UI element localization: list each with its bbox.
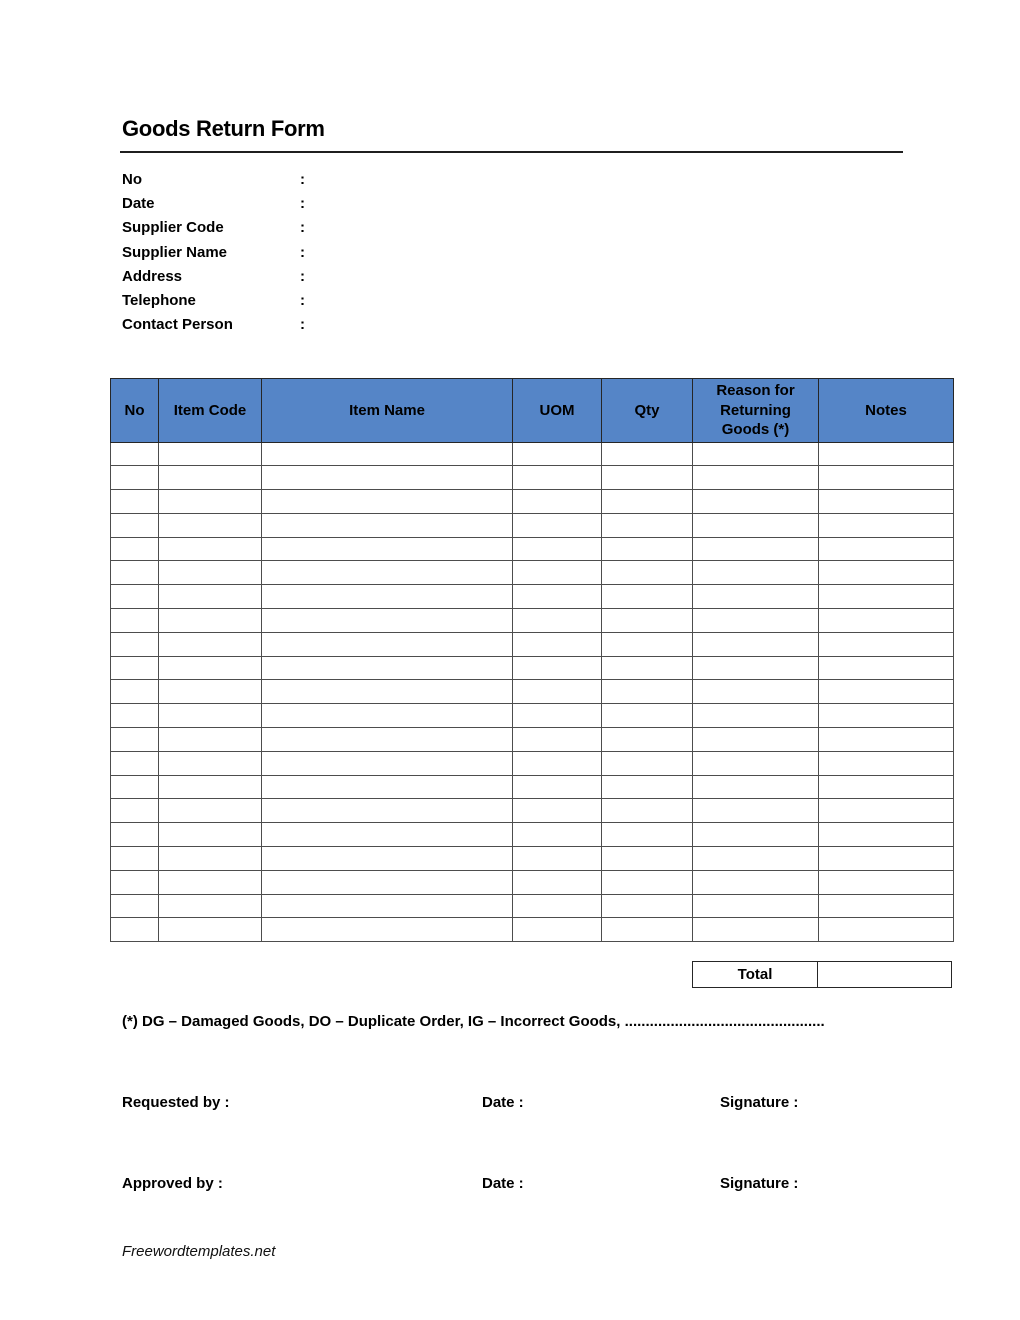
table-cell [693, 775, 819, 799]
field-row-date [122, 191, 310, 215]
table-cell [513, 537, 602, 561]
table-cell [159, 442, 262, 466]
table-cell [602, 561, 693, 585]
table-cell [819, 751, 954, 775]
table-cell [111, 632, 159, 656]
table-cell [693, 537, 819, 561]
table-cell [159, 585, 262, 609]
table-cell [693, 632, 819, 656]
table-cell [262, 490, 513, 514]
table-cell [159, 537, 262, 561]
total-label: Total [692, 961, 818, 988]
table-row [111, 656, 954, 680]
table-cell [111, 775, 159, 799]
table-cell [602, 656, 693, 680]
table-cell [262, 442, 513, 466]
table-cell [693, 490, 819, 514]
table-cell [159, 632, 262, 656]
table-cell [513, 823, 602, 847]
table-cell [159, 656, 262, 680]
table-cell [111, 847, 159, 871]
field-row-supplier-name [122, 240, 310, 264]
table-cell [513, 513, 602, 537]
table-cell [819, 894, 954, 918]
table-row [111, 918, 954, 942]
table-cell [693, 823, 819, 847]
table-cell [159, 680, 262, 704]
table-cell [159, 847, 262, 871]
table-row [111, 632, 954, 656]
table-row [111, 847, 954, 871]
table-cell [111, 513, 159, 537]
table-cell [602, 894, 693, 918]
table-cell [602, 775, 693, 799]
table-cell [513, 704, 602, 728]
table-cell [262, 775, 513, 799]
field-separator: : [300, 267, 305, 285]
field-row-contact-person [122, 313, 310, 337]
table-cell [602, 632, 693, 656]
table-cell [111, 870, 159, 894]
table-header-row [111, 379, 954, 443]
table-row [111, 561, 954, 585]
table-cell [262, 918, 513, 942]
approved-by-row [0, 1175, 1020, 1195]
table-cell [819, 537, 954, 561]
field-row-no [122, 167, 310, 191]
table-cell [159, 799, 262, 823]
table-cell [513, 680, 602, 704]
website-watermark: Freewordtemplates.net [122, 1243, 276, 1260]
header-fields [122, 167, 310, 337]
table-cell [262, 728, 513, 752]
date-label: Date : [482, 1094, 524, 1111]
field-row-address [122, 264, 310, 288]
table-cell [513, 918, 602, 942]
field-label: Supplier Code [122, 219, 224, 237]
table-cell [513, 656, 602, 680]
table-cell [111, 585, 159, 609]
table-cell [819, 466, 954, 490]
table-cell [262, 847, 513, 871]
table-cell [819, 442, 954, 466]
table-cell [513, 585, 602, 609]
table-cell [513, 466, 602, 490]
title-underline [120, 151, 903, 153]
table-cell [513, 894, 602, 918]
table-row [111, 775, 954, 799]
table-cell [513, 632, 602, 656]
table-cell [602, 704, 693, 728]
table-cell [513, 799, 602, 823]
table-cell [111, 442, 159, 466]
table-cell [159, 466, 262, 490]
table-cell [262, 585, 513, 609]
table-cell [111, 656, 159, 680]
table-cell [111, 728, 159, 752]
table-cell [513, 870, 602, 894]
field-label: No [122, 170, 142, 188]
table-cell [159, 775, 262, 799]
table-cell [602, 609, 693, 633]
column-header: Qty [602, 379, 693, 443]
table-cell [602, 918, 693, 942]
table-cell [602, 728, 693, 752]
approved-by-label: Approved by : [122, 1175, 223, 1192]
table-cell [693, 585, 819, 609]
table-row [111, 823, 954, 847]
table-cell [159, 870, 262, 894]
table-cell [159, 751, 262, 775]
table-cell [111, 894, 159, 918]
field-label: Telephone [122, 292, 196, 310]
table-row [111, 442, 954, 466]
field-separator: : [300, 194, 305, 212]
field-row-supplier-code [122, 216, 310, 240]
total-row [692, 961, 952, 988]
table-cell [602, 751, 693, 775]
table-cell [111, 466, 159, 490]
field-separator: : [300, 292, 305, 310]
table-cell [111, 537, 159, 561]
table-cell [159, 823, 262, 847]
table-cell [262, 799, 513, 823]
table-row [111, 894, 954, 918]
table-cell [159, 490, 262, 514]
table-cell [262, 561, 513, 585]
table-cell [602, 799, 693, 823]
column-header: Item Code [159, 379, 262, 443]
table-cell [602, 870, 693, 894]
table-row [111, 490, 954, 514]
table-cell [693, 561, 819, 585]
table-cell [693, 442, 819, 466]
table-cell [262, 751, 513, 775]
table-row [111, 537, 954, 561]
field-label: Address [122, 267, 183, 285]
table-cell [159, 513, 262, 537]
table-cell [602, 466, 693, 490]
table-cell [693, 894, 819, 918]
table-cell [262, 680, 513, 704]
total-value-cell [817, 961, 952, 988]
table-cell [819, 704, 954, 728]
table-row [111, 466, 954, 490]
table-cell [262, 823, 513, 847]
table-cell [262, 894, 513, 918]
table-row [111, 585, 954, 609]
table-cell [513, 609, 602, 633]
table-cell [819, 609, 954, 633]
field-separator: : [300, 316, 305, 334]
table-cell [602, 490, 693, 514]
table-cell [693, 728, 819, 752]
table-cell [159, 918, 262, 942]
column-header: Notes [819, 379, 954, 443]
table-cell [159, 609, 262, 633]
table-cell [602, 680, 693, 704]
table-row [111, 609, 954, 633]
table-cell [693, 656, 819, 680]
table-cell [602, 823, 693, 847]
table-cell [602, 847, 693, 871]
table-cell [819, 680, 954, 704]
table-cell [262, 466, 513, 490]
table-cell [111, 704, 159, 728]
table-cell [602, 442, 693, 466]
table-row [111, 704, 954, 728]
table-cell [693, 609, 819, 633]
table-cell [111, 918, 159, 942]
table-cell [602, 585, 693, 609]
table-cell [602, 537, 693, 561]
table-cell [262, 870, 513, 894]
footnote: (*) DG – Damaged Goods, DO – Duplicate Order, IG – Incorrect Goods, ................................................ [122, 1013, 825, 1030]
signature-label: Signature : [720, 1175, 799, 1192]
table-cell [693, 466, 819, 490]
page-title: Goods Return Form [122, 116, 325, 141]
table-cell [513, 751, 602, 775]
table-cell [819, 823, 954, 847]
table-cell [513, 561, 602, 585]
table-cell [819, 513, 954, 537]
table-row [111, 680, 954, 704]
table-cell [159, 561, 262, 585]
table-cell [513, 847, 602, 871]
column-header: Reason for Returning Goods (*) [693, 379, 819, 443]
table-cell [111, 751, 159, 775]
field-separator: : [300, 243, 305, 261]
table-cell [819, 847, 954, 871]
table-row [111, 799, 954, 823]
table-cell [513, 775, 602, 799]
table-cell [819, 799, 954, 823]
field-label: Supplier Name [122, 243, 228, 261]
table-cell [262, 537, 513, 561]
table-cell [819, 870, 954, 894]
table-cell [819, 656, 954, 680]
table-cell [111, 680, 159, 704]
requested-by-label: Requested by : [122, 1094, 230, 1111]
field-separator: : [300, 170, 305, 188]
table-cell [819, 728, 954, 752]
signature-label: Signature : [720, 1094, 799, 1111]
items-table [110, 378, 954, 942]
table-cell [819, 632, 954, 656]
table-cell [111, 823, 159, 847]
table-cell [693, 870, 819, 894]
table-cell [693, 847, 819, 871]
table-row [111, 513, 954, 537]
table-cell [819, 561, 954, 585]
field-label: Contact Person [122, 316, 233, 334]
table-cell [513, 728, 602, 752]
table-row [111, 870, 954, 894]
table-row [111, 728, 954, 752]
table-cell [159, 894, 262, 918]
field-row-telephone [122, 288, 310, 312]
field-label: Date [122, 194, 155, 212]
table-cell [262, 704, 513, 728]
table-cell [111, 609, 159, 633]
table-cell [602, 513, 693, 537]
table-cell [513, 490, 602, 514]
table-cell [693, 680, 819, 704]
table-cell [693, 799, 819, 823]
table-cell [819, 585, 954, 609]
table-cell [262, 656, 513, 680]
table-cell [819, 490, 954, 514]
table-cell [111, 490, 159, 514]
date-label: Date : [482, 1175, 524, 1192]
table-cell [513, 442, 602, 466]
table-cell [693, 704, 819, 728]
column-header: UOM [513, 379, 602, 443]
table-cell [159, 728, 262, 752]
table-cell [111, 799, 159, 823]
column-header: Item Name [262, 379, 513, 443]
table-cell [693, 918, 819, 942]
table-cell [693, 513, 819, 537]
table-row [111, 751, 954, 775]
table-cell [159, 704, 262, 728]
column-header: No [111, 379, 159, 443]
requested-by-row [0, 1094, 1020, 1114]
table-cell [693, 751, 819, 775]
table-cell [819, 775, 954, 799]
table-cell [819, 918, 954, 942]
table-cell [262, 609, 513, 633]
table-cell [262, 513, 513, 537]
field-separator: : [300, 219, 305, 237]
table-cell [111, 561, 159, 585]
table-cell [262, 632, 513, 656]
